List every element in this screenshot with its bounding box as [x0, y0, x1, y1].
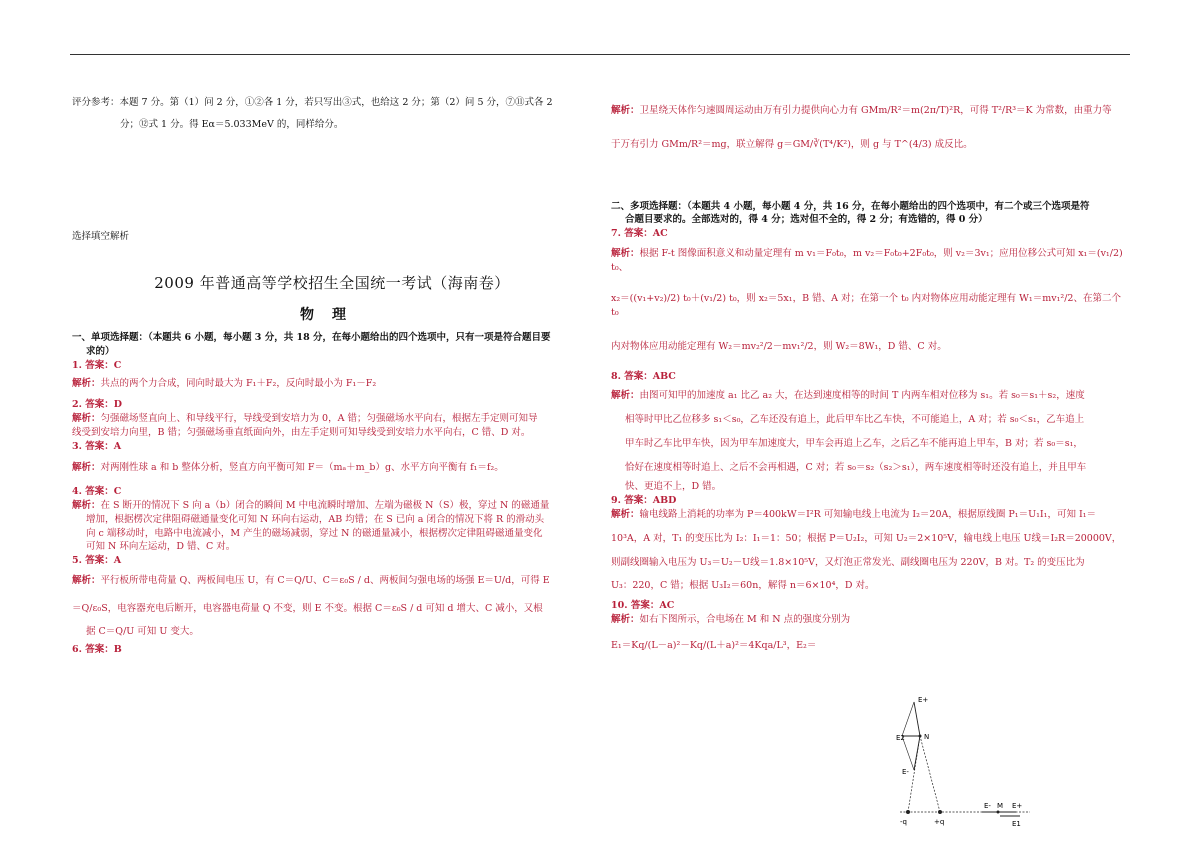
parallelogram-side: [902, 702, 914, 736]
dashed-line: [920, 736, 940, 812]
q7-explanation-cont-1: x₂＝((v₁+v₂)/2) t₀＋(v₁/2) t₀，则 x₂＝5x₁，B 错、A 对；在第一个 t₀ 内对物体应用动能定理有 W₁＝mv₁²/2、在第二个 t₀: [611, 293, 1121, 319]
exam-title: 2009 年普通高等学校招生全国统一考试（海南卷）: [154, 274, 510, 293]
point-n: [919, 735, 922, 738]
right-column: [611, 104, 1131, 652]
q9-answer: 9. 答案：ABD: [611, 495, 677, 507]
label-m: M: [997, 802, 1004, 810]
label-e2: E2: [896, 734, 905, 742]
label-neg-q: -q: [900, 818, 907, 826]
q8-explanation: 解析：由图可知甲的加速度 a₁ 比乙 a₂ 大，在达到速度相等的时间 T 内两车相对位移为 s₁。若 s₀＝s₁＋s₂，速度: [611, 390, 1085, 402]
q5-explanation-cont-1: ＝Q/ε₀S，电容器充电后断开，电容器电荷量 Q 不变，则 E 不变。根据 C＝ε₀S / d 可知 d 增大、C 减小，又根: [72, 602, 543, 614]
header-rule: [70, 54, 1130, 55]
q7-explanation: 解析：根据 F-t 图像面积意义和动量定理有 m v₁＝F₀t₀，m v₂＝F₀t₀+2F₀t₀，则 v₂＝3v₁；应用位移公式可知 x₁＝(v₁/2) t₀、: [611, 247, 1123, 273]
q5-answer: 5. 答案：A: [72, 555, 122, 567]
q5-explanation-cont-2: 据 C＝Q/U 可知 U 变大。: [86, 626, 199, 638]
label-e-plus-m: E+: [1012, 802, 1023, 810]
label-e-minus: E-: [902, 768, 909, 776]
field-diagram: [870, 694, 1030, 829]
q8-explanation-cont-1: 相等时甲比乙位移多 s₁＜s₀，乙车还没有追上，此后甲车比乙车快，不可能追上，A 对；若 s₀＜s₁，乙车追上: [625, 414, 1085, 426]
q5-explanation: 解析：平行板所带电荷量 Q、两板间电压 U，有 C＝Q/U、C＝ε₀S / d、两板间匀强电场的场强 E＝U/d，可得 E: [72, 574, 550, 586]
q10-explanation: 解析：如右下图所示，合电场在 M 和 N 点的强度分别为: [611, 613, 851, 625]
q6-explanation-cont: 于万有引力 GMm/R²＝mg，联立解得 g＝GM/∛(T⁴/K²)，则 g 与 T^(4/3) 成反比。: [611, 138, 973, 150]
q8-explanation-cont-2: 甲车时乙车比甲车快，因为甲车加速度大，甲车会再追上乙车，之后乙车不能再追上甲车，B 对；若 s₀＝s₁，: [625, 437, 1083, 449]
q9-explanation: 解析：输电线路上消耗的功率为 P＝400kW＝I²R 可知输电线上电流为 I₂＝20A，根据原线圈 P₁＝U₁I₁，可知 I₁＝: [611, 509, 1097, 521]
label-pos-q: +q: [934, 818, 945, 826]
scoring-line-1: 评分参考：本题 7 分。第（1）问 2 分，①②各 1 分，若只写出③式，也给这 2 分；第（2）问 5 分，⑦⑪式各 2: [72, 97, 553, 108]
section1-heading-cont: 求的）: [86, 346, 115, 358]
q1-answer: 1. 答案：C: [72, 359, 122, 371]
q6-answer: 6. 答案：B: [72, 644, 122, 656]
q2-explanation-cont: 线受到安培力向里，B 错；匀强磁场垂直纸面向外，由左手定则可知导线受到安培力水平向右，C 错、D 对。: [72, 426, 531, 438]
q8-explanation-cont-3: 恰好在速度相等时追上、之后不会再相遇，C 对；若 s₀＝s₂（s₂＞s₁），两车速度相等时还没有追上，并且甲车: [625, 461, 1087, 473]
q1-explanation: 解析：共点的两个力合成，同向时最大为 F₁＋F₂，反向时最小为 F₁－F₂: [72, 377, 377, 389]
q7-explanation-cont-2: 内对物体应用动能定理有 W₂＝mv₂²/2－mv₁²/2，则 W₂＝8W₁，D 错、C 对。: [611, 340, 947, 352]
section-tag: 选择填空解析: [72, 230, 130, 242]
label-e1: E1: [1012, 820, 1021, 828]
q9-explanation-cont-3: U₃：220，C 错；根据 U₃I₂＝60n，解得 n＝6×10⁴，D 对。: [611, 580, 875, 592]
subject-title: 物理: [300, 307, 364, 324]
scoring-line-2: 分；⑫式 1 分。得 Eα＝5.033MeV 的，同样给分。: [120, 118, 344, 130]
left-column: [72, 96, 592, 657]
section2-heading-cont: 合题目要求的。全部选对的，得 4 分；选对但不全的，得 2 分；有选错的，得 0 分）: [625, 214, 988, 226]
q4-answer: 4. 答案：C: [72, 486, 122, 498]
q3-explanation: 解析：对两刚性球 a 和 b 整体分析，竖直方向平衡可知 F＝（mₐ＋m_b）g、水平方向平衡有 f₁＝f₂。: [72, 462, 504, 474]
q7-answer: 7. 答案：AC: [611, 228, 668, 240]
q4-explanation-cont-3: 可知 N 环向左运动，D 错、C 对。: [86, 541, 236, 553]
q6-explanation: 解析：卫星绕天体作匀速圆周运动由万有引力提供向心力有 GMm/R²＝m(2π/T)²R，可得 T²/R³＝K 为常数，由重力等: [611, 105, 1112, 116]
label-e-plus: E+: [918, 696, 929, 704]
q2-answer: 2. 答案：D: [72, 399, 122, 411]
q3-answer: 3. 答案：A: [72, 440, 122, 452]
section2-heading: 二、多项选择题：（本题共 4 小题，每小题 4 分，共 16 分，在每小题给出的四个选项中，有二个或三个选项是符: [611, 200, 1090, 212]
q8-answer: 8. 答案：ABC: [611, 370, 676, 382]
label-n: N: [924, 733, 930, 741]
q10-explanation-cont: E₁＝Kq/(L－a)²－Kq/(L＋a)²＝4Kqa/L³，E₂＝: [611, 639, 817, 651]
e-minus-vector: [914, 736, 920, 770]
q10-answer: 10. 答案：AC: [611, 600, 675, 612]
e-plus-vector: [914, 702, 920, 736]
q4-explanation-cont-1: 增加，根据楞次定律阻碍磁通量变化可知 N 环向右运动，AB 均错；在 S 已向 a 闭合的情况下将 R 的滑动头: [86, 513, 545, 525]
q9-explanation-cont-2: 则副线圈输入电压为 U₃＝U₂－U线＝1.8×10⁵V，又灯泡正常发光、副线圈电压为 220V，B 对。T₂ 的变压比为: [611, 556, 1085, 568]
q2-explanation: 解析：匀强磁场竖直向上、和导线平行，导线受到安培力为 0，A 错；匀强磁场水平向右，根据左手定则可知导: [72, 413, 538, 425]
q4-explanation: 解析：在 S 断开的情况下 S 向 a（b）闭合的瞬间 M 中电流瞬时增加、左端为磁极 N（S）极，穿过 N 的磁通量: [72, 500, 550, 511]
section1-heading: 一、单项选择题：（本题共 6 小题，每小题 3 分，共 18 分，在每小题给出的四个选项中，只有一项是符合题目要: [72, 332, 551, 344]
q9-explanation-cont-1: 10³A，A 对，T₁ 的变压比为 I₂：I₁＝1：50；根据 P＝U₂I₂，可知 U₂＝2×10⁵V，输电线上电压 U线＝I₂R＝20000V，: [611, 532, 1122, 544]
label-e-minus-m: E-: [984, 802, 991, 810]
q4-explanation-cont-2: 向 c 端移动时，电路中电流减小，M 产生的磁场减弱，穿过 N 的磁通量减小，根据楞次定律阻碍磁通量变化: [86, 527, 543, 539]
q8-explanation-cont-4: 快、更追不上，D 错。: [625, 481, 722, 493]
